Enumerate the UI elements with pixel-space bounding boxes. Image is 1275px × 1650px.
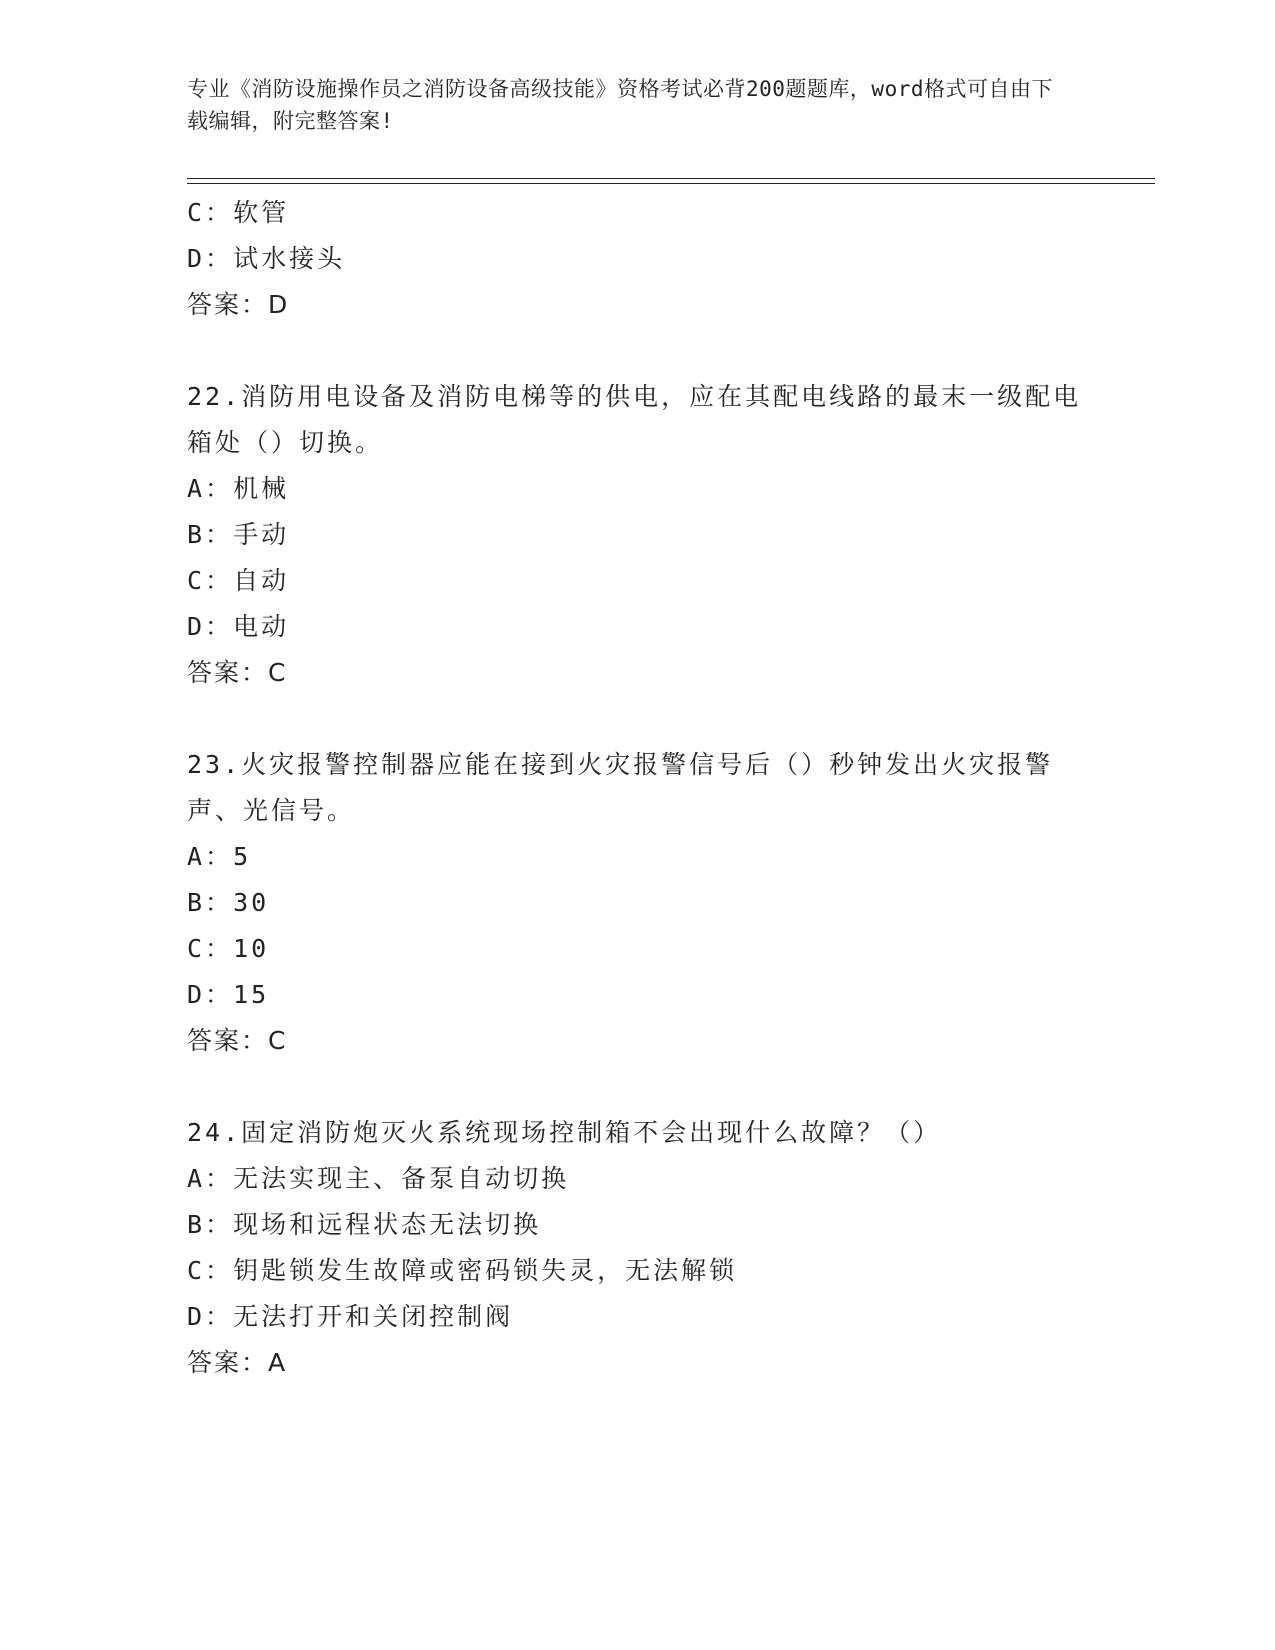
document-body xyxy=(187,190,1087,1386)
answer-line: 答案：A xyxy=(187,1348,288,1377)
option-d: D：电动 xyxy=(187,612,290,641)
option-a: A：机械 xyxy=(187,474,290,503)
question-23 xyxy=(187,742,1087,1064)
question-continuation xyxy=(187,190,1087,328)
answer-line: 答案：D xyxy=(187,290,290,319)
question-text: 24.固定消防炮灭火系统现场控制箱不会出现什么故障？（） xyxy=(187,1118,942,1147)
answer-line: 答案：C xyxy=(187,658,288,687)
answer-line: 答案：C xyxy=(187,1026,288,1055)
option-c: C：钥匙锁发生故障或密码锁失灵，无法解锁 xyxy=(187,1256,738,1285)
spacer xyxy=(187,696,1087,742)
option-d: D：15 xyxy=(187,980,270,1009)
option-b: B：30 xyxy=(187,888,270,917)
header-divider-bottom xyxy=(187,183,1155,184)
question-text: 23.火灾报警控制器应能在接到火灾报警信号后（）秒钟发出火灾报警声、光信号。 xyxy=(187,750,1054,825)
option-a: A：无法实现主、备泵自动切换 xyxy=(187,1164,570,1193)
option-c: C：软管 xyxy=(187,198,290,227)
option-c: C：自动 xyxy=(187,566,290,595)
option-a: A：5 xyxy=(187,842,252,871)
spacer xyxy=(187,1064,1087,1110)
option-d: D：试水接头 xyxy=(187,244,346,273)
option-c: C：10 xyxy=(187,934,270,963)
header-divider-top xyxy=(187,178,1155,179)
document-header: 专业《消防设施操作员之消防设备高级技能》资格考试必背200题题库，word格式可自由下载编辑，附完整答案! xyxy=(187,77,1053,133)
question-24 xyxy=(187,1110,1087,1386)
option-b: B：现场和远程状态无法切换 xyxy=(187,1210,542,1239)
spacer xyxy=(187,328,1087,374)
option-b: B：手动 xyxy=(187,520,290,549)
option-d: D：无法打开和关闭控制阀 xyxy=(187,1302,514,1331)
question-22 xyxy=(187,374,1087,696)
question-text: 22.消防用电设备及消防电梯等的供电，应在其配电线路的最末一级配电箱处（）切换。 xyxy=(187,382,1082,457)
